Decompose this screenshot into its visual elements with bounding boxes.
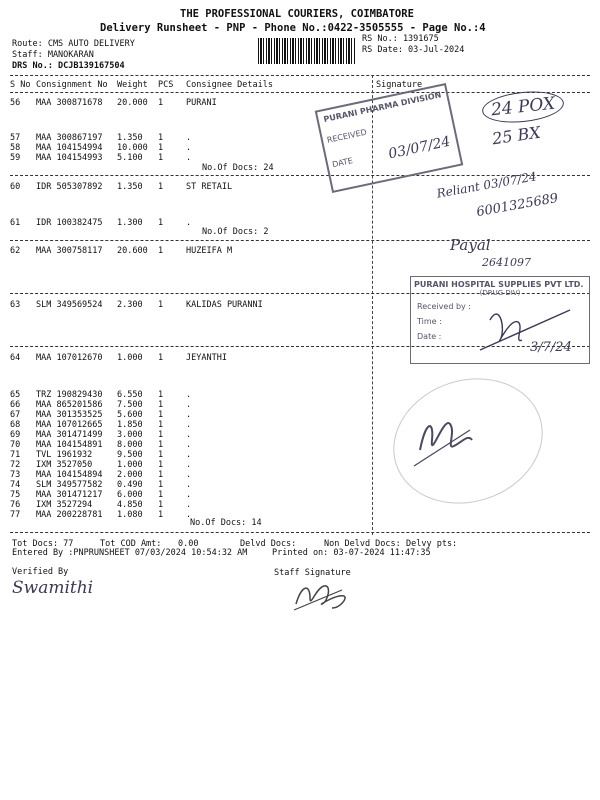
row-pcs: 1 [158, 420, 164, 430]
row-consignee: . [186, 390, 192, 400]
row-consignee: . [186, 218, 192, 228]
row-weight: 6.000 [117, 490, 143, 500]
bulk-signature-scribble [410, 410, 480, 480]
row-weight: 9.500 [117, 450, 143, 460]
row-pcs: 1 [158, 218, 164, 228]
row-pcs: 1 [158, 460, 164, 470]
row-weight: 1.300 [117, 218, 143, 228]
row-consignee: JEYANTHI [186, 353, 227, 363]
rs-number: RS No.: 1391675 [362, 34, 439, 44]
stamp-hospital-received: Received by : [417, 302, 471, 311]
route-label: Route: CMS AUTO DELIVERY [12, 39, 135, 49]
row-consignment: IXM 3527294 [36, 500, 93, 510]
barcode [258, 38, 356, 64]
delivery-points: Delvy pts: [406, 539, 458, 549]
row-weight: 0.490 [117, 480, 143, 490]
row-consignment: SLM 349577582 [36, 480, 103, 490]
row-consignee: . [186, 153, 192, 163]
col-weight: Weight [117, 80, 148, 90]
row-sno: 63 [10, 300, 21, 310]
row-sno: 77 [10, 510, 21, 520]
company-name: THE PROFESSIONAL COURIERS, COIMBATORE [180, 8, 414, 20]
row-pcs: 1 [158, 143, 164, 153]
col-consignment: Consignment No [36, 80, 108, 90]
row-pcs: 1 [158, 400, 164, 410]
delivered-docs: Delvd Docs: [240, 539, 297, 549]
row-sno: 68 [10, 420, 21, 430]
col-signature: Signature [376, 80, 423, 90]
row-weight: 1.850 [117, 420, 143, 430]
row-pcs: 1 [158, 510, 164, 520]
row-consignee: . [186, 143, 192, 153]
row-weight: 3.000 [117, 430, 143, 440]
row-consignment: TRZ 190829430 [36, 390, 103, 400]
row-consignment: MAA 104154891 [36, 440, 103, 450]
huzeifa-number: 2641097 [482, 256, 531, 269]
row-sno: 76 [10, 500, 21, 510]
row-consignment: MAA 300871678 [36, 98, 103, 108]
row-consignee: . [186, 420, 192, 430]
col-pcs: PCS [158, 80, 174, 90]
row-weight: 20.000 [117, 98, 148, 108]
row-consignee: . [186, 430, 192, 440]
drs-number: DRS No.: DCJB139167504 [12, 61, 125, 71]
pharma-box-count-2: 25 BX [490, 122, 542, 149]
row-consignment: MAA 300867197 [36, 133, 103, 143]
stamp-pharma-received: RECEIVED [326, 127, 368, 145]
row-weight: 1.350 [117, 182, 143, 192]
row-pcs: 1 [158, 153, 164, 163]
row-consignment: IDR 505307892 [36, 182, 103, 192]
printed-on: Printed on: 03-07-2024 11:47:35 [272, 548, 431, 558]
row-pcs: 1 [158, 410, 164, 420]
row-consignment: MAA 865201586 [36, 400, 103, 410]
total-cod-value: 0.00 [178, 539, 199, 549]
row-consignee: . [186, 450, 192, 460]
verified-by-label: Verified By [12, 567, 69, 577]
row-consignee: . [186, 400, 192, 410]
row-weight: 1.350 [117, 133, 143, 143]
row-sno: 66 [10, 400, 21, 410]
st-retail-signature: Reliant 03/07/24 [435, 169, 538, 201]
stamp-pharma-title: PURANI PHARMA DIVISION [322, 90, 443, 125]
row-pcs: 1 [158, 246, 164, 256]
row-sno: 61 [10, 218, 21, 228]
doc-count-st-retail: No.Of Docs: 2 [202, 227, 269, 237]
row-consignee: . [186, 490, 192, 500]
row-consignee: PURANI [186, 98, 217, 108]
row-consignment: MAA 301471217 [36, 490, 103, 500]
row-consignment: MAA 200228781 [36, 510, 103, 520]
row-consignee: . [186, 510, 192, 520]
row-sno: 67 [10, 410, 21, 420]
row-consignee: . [186, 480, 192, 490]
row-consignment: IXM 3527050 [36, 460, 93, 470]
non-delivered-docs: Non Delvd Docs: [324, 539, 401, 549]
row-pcs: 1 [158, 500, 164, 510]
total-cod-label: Tot COD Amt: [100, 539, 162, 549]
stamp-hospital-title: PURANI HOSPITAL SUPPLIES PVT LTD. [414, 280, 584, 289]
verified-signature: Swamithi [12, 578, 94, 598]
col-consignee: Consignee Details [186, 80, 273, 90]
row-consignment: MAA 300758117 [36, 246, 103, 256]
runsheet-title: Delivery Runsheet - PNP - Phone No.:0422-3505555 - Page No.:4 [100, 22, 486, 34]
row-pcs: 1 [158, 480, 164, 490]
huzeifa-signature: Payal [450, 236, 491, 254]
row-consignment: SLM 349569524 [36, 300, 103, 310]
staff-label: Staff: MANOKARAN [12, 50, 94, 60]
row-sno: 57 [10, 133, 21, 143]
row-pcs: 1 [158, 300, 164, 310]
row-pcs: 1 [158, 353, 164, 363]
kalidas-handwritten-date: 3/7/24 [530, 340, 572, 355]
row-weight: 6.550 [117, 390, 143, 400]
row-sno: 56 [10, 98, 21, 108]
doc-count-jeyanthi: No.Of Docs: 14 [190, 518, 262, 528]
staff-signature-label: Staff Signature [274, 568, 351, 578]
row-sno: 60 [10, 182, 21, 192]
row-weight: 1.080 [117, 510, 143, 520]
row-consignee: . [186, 410, 192, 420]
row-consignee: . [186, 440, 192, 450]
row-weight: 5.600 [117, 410, 143, 420]
stamp-hospital-date: Date : [417, 332, 442, 341]
row-sno: 73 [10, 470, 21, 480]
row-sno: 69 [10, 430, 21, 440]
row-weight: 4.850 [117, 500, 143, 510]
row-weight: 1.000 [117, 460, 143, 470]
entered-by: Entered By :PNPRUNSHEET 07/03/2024 10:54:32 AM [12, 548, 248, 558]
row-weight: 1.000 [117, 353, 143, 363]
stamp-hospital-sub: (DRUG DIV) [479, 289, 521, 297]
row-consignee: . [186, 470, 192, 480]
row-consignment: MAA 104154994 [36, 143, 103, 153]
row-pcs: 1 [158, 430, 164, 440]
row-sno: 58 [10, 143, 21, 153]
row-sno: 72 [10, 460, 21, 470]
row-consignee: KALIDAS PURANNI [186, 300, 263, 310]
row-sno: 62 [10, 246, 21, 256]
total-docs: Tot Docs: 77 [12, 539, 74, 549]
row-consignment: MAA 301353525 [36, 410, 103, 420]
row-pcs: 1 [158, 470, 164, 480]
row-sno: 71 [10, 450, 21, 460]
row-sno: 65 [10, 390, 21, 400]
header-divider-bottom [10, 92, 590, 93]
row-pcs: 1 [158, 490, 164, 500]
row-sno: 74 [10, 480, 21, 490]
row-weight: 20.600 [117, 246, 148, 256]
row-weight: 2.000 [117, 470, 143, 480]
row-weight: 8.000 [117, 440, 143, 450]
row-consignee: . [186, 460, 192, 470]
row-consignment: IDR 100382475 [36, 218, 103, 228]
row-weight: 5.100 [117, 153, 143, 163]
doc-count-purani: No.Of Docs: 24 [202, 163, 274, 173]
pharma-box-count: 24 POX [481, 88, 566, 126]
pharma-handwritten-date: 03/07/24 [387, 133, 452, 163]
col-sno: S No [10, 80, 31, 90]
stamp-pharma-date: DATE [331, 156, 354, 170]
row-pcs: 1 [158, 450, 164, 460]
row-consignment: MAA 104154993 [36, 153, 103, 163]
rs-date: RS Date: 03-Jul-2024 [362, 45, 465, 55]
row-consignee: HUZEIFA M [186, 246, 233, 256]
row-sno: 64 [10, 353, 21, 363]
stamp-hospital-time: Time : [417, 317, 442, 326]
staff-signature-scribble [292, 578, 352, 614]
kalidas-signature-scribble [470, 300, 580, 360]
row-sno: 59 [10, 153, 21, 163]
header-divider-top [10, 75, 590, 76]
row-consignment: MAA 301471499 [36, 430, 103, 440]
row-weight: 7.500 [117, 400, 143, 410]
group-divider-5 [10, 532, 590, 533]
row-consignment: MAA 107012665 [36, 420, 103, 430]
row-consignee: . [186, 500, 192, 510]
row-consignee: ST RETAIL [186, 182, 233, 192]
row-pcs: 1 [158, 98, 164, 108]
row-sno: 70 [10, 440, 21, 450]
row-pcs: 1 [158, 182, 164, 192]
row-consignment: TVL 1961932 [36, 450, 93, 460]
row-consignment: MAA 104154894 [36, 470, 103, 480]
row-pcs: 1 [158, 390, 164, 400]
row-pcs: 1 [158, 133, 164, 143]
row-consignment: MAA 107012670 [36, 353, 103, 363]
row-weight: 2.300 [117, 300, 143, 310]
row-weight: 10.000 [117, 143, 148, 153]
row-sno: 75 [10, 490, 21, 500]
st-retail-number: 6001325689 [475, 190, 560, 221]
group-divider-2 [10, 240, 590, 241]
row-consignee: . [186, 133, 192, 143]
row-pcs: 1 [158, 440, 164, 450]
